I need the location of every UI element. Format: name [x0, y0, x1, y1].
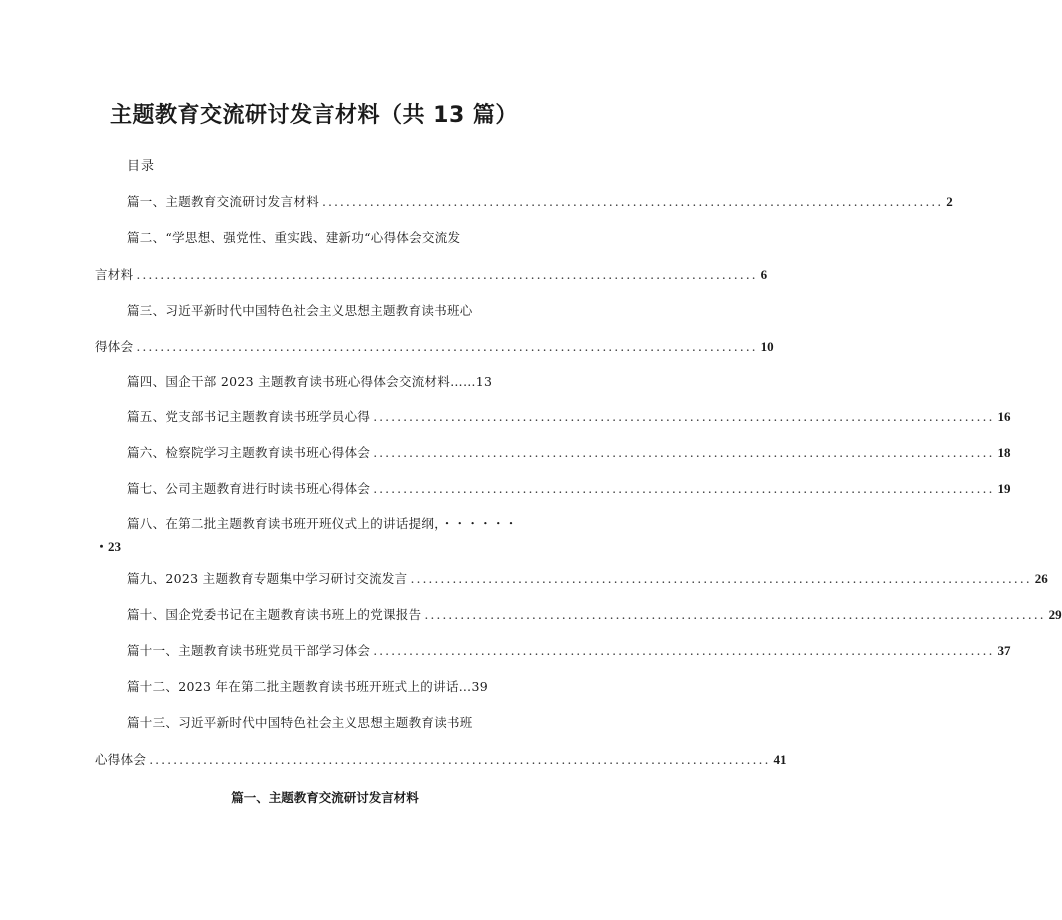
toc-entry-8-line2[interactable]	[95, 538, 121, 556]
toc-entry-6[interactable]	[127, 444, 1011, 462]
toc-leader-dots: ........................................................................................................	[149, 752, 771, 767]
toc-page-number: 19	[997, 481, 1011, 496]
toc-entry-13-line2[interactable]	[95, 751, 787, 769]
toc-leader-dots: ........................................................................................................	[136, 339, 758, 354]
toc-entry-11[interactable]	[127, 642, 1011, 660]
toc-entry-2-line1[interactable]	[127, 229, 460, 247]
toc-entry-text: 篇十一、主题教育读书班党员干部学习体会	[127, 643, 371, 658]
section-heading: 篇一、主题教育交流研讨发言材料	[231, 790, 419, 805]
toc-page-number: 41	[773, 752, 787, 767]
toc-entry-4[interactable]	[127, 373, 492, 391]
toc-entry-text: 篇五、党支部书记主题教育读书班学员心得	[127, 409, 371, 424]
toc-entry-3-line1[interactable]	[127, 302, 473, 320]
toc-entry-text-cont: 心得体会	[95, 752, 147, 767]
toc-leader-dots: ........................................................................................................	[322, 194, 944, 209]
toc-entry-text: 篇四、国企干部 2023 主题教育读书班心得体会交流材料……13	[127, 374, 493, 389]
toc-entry-12[interactable]	[127, 678, 488, 696]
toc-page-number: 29	[1048, 607, 1062, 622]
toc-entry-text: 篇十二、2023 年在第二批主题教育读书班开班式上的讲话…39	[127, 679, 488, 694]
toc-entry-13-line1[interactable]	[127, 714, 473, 732]
toc-entry-text: 篇八、在第二批主题教育读书班开班仪式上的讲话提纲，・・・・・・	[127, 516, 518, 531]
toc-entry-text: 篇十、国企党委书记在主题教育读书班上的党课报告	[127, 607, 422, 622]
document-title: 主题教育交流研讨发言材料（共 13 篇）	[110, 103, 518, 128]
toc-entry-text: 篇九、2023 主题教育专题集中学习研讨交流发言	[127, 571, 408, 586]
toc-entry-text: 篇二、“学思想、强党性、重实践、建新功“心得体会交流发	[127, 230, 461, 245]
toc-page-number: 16	[997, 409, 1011, 424]
toc-page-number: 26	[1034, 571, 1048, 586]
toc-entry-text: 篇一、主题教育交流研讨发言材料	[127, 194, 320, 209]
toc-leader-dots: ........................................................................................................	[373, 445, 995, 460]
toc-page-number: 6	[760, 267, 768, 282]
toc-page-number: 37	[997, 643, 1011, 658]
toc-entry-5[interactable]	[127, 408, 1011, 426]
toc-entry-text: 篇六、检察院学习主题教育读书班心得体会	[127, 445, 371, 460]
toc-entry-text: 篇三、习近平新时代中国特色社会主义思想主题教育读书班心	[127, 303, 473, 318]
toc-heading: 目录	[127, 159, 156, 174]
toc-entry-text-cont: 言材料	[95, 267, 134, 282]
toc-leader-dots: ........................................................................................................	[410, 571, 1032, 586]
toc-page-number: ・23	[95, 539, 122, 554]
toc-entry-text: 篇七、公司主题教育进行时读书班心得体会	[127, 481, 371, 496]
toc-entry-1[interactable]	[127, 193, 953, 211]
toc-entry-3-line2[interactable]	[95, 338, 774, 356]
toc-entry-10[interactable]	[127, 606, 1062, 624]
toc-page-number: 10	[760, 339, 774, 354]
toc-leader-dots: ........................................................................................................	[136, 267, 758, 282]
toc-entry-text-cont: 得体会	[95, 339, 134, 354]
toc-leader-dots: ........................................................................................................	[373, 409, 995, 424]
toc-entry-9[interactable]	[127, 570, 1048, 588]
toc-entry-8-line1[interactable]	[127, 515, 518, 533]
toc-page-number: 2	[946, 194, 953, 209]
toc-leader-dots: ........................................................................................................	[373, 481, 995, 496]
toc-leader-dots: ........................................................................................................	[373, 643, 995, 658]
toc-leader-dots: ........................................................................................................	[424, 607, 1046, 622]
toc-page-number: 18	[997, 445, 1011, 460]
toc-entry-2-line2[interactable]	[95, 266, 768, 284]
toc-entry-text: 篇十三、习近平新时代中国特色社会主义思想主题教育读书班	[127, 715, 473, 730]
toc-entry-7[interactable]	[127, 480, 1011, 498]
